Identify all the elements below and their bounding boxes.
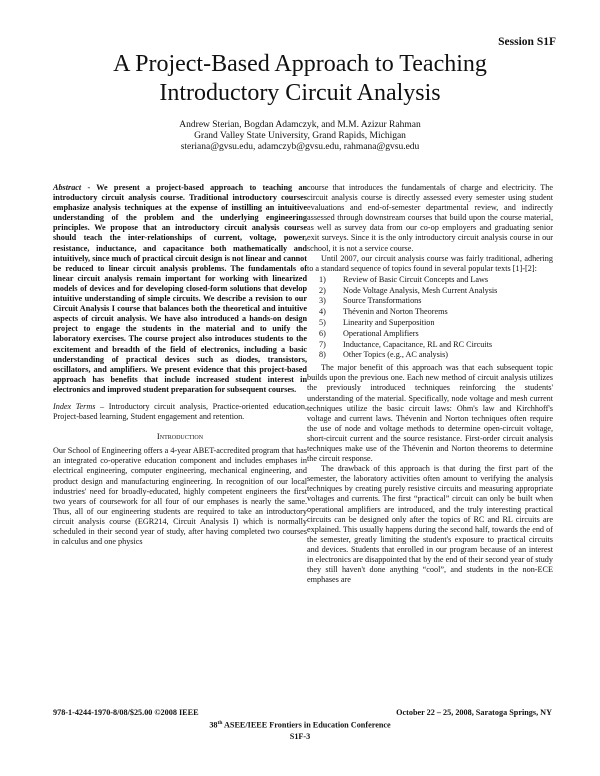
session-label: Session S1F xyxy=(498,36,556,48)
topic-list xyxy=(307,275,553,361)
author-block xyxy=(0,120,600,153)
abstract-label: Abstract xyxy=(53,183,82,192)
right-paragraph-4: The drawback of this approach is that during the first part of the semester, the laboratory activities often amount to verifying the analysis techniques by creating purely resistive circuits and measuring appropriate voltages and currents. The first “practical” circuit can only be built when operational amplifiers are introduced, and the truly interesting practical circuits can be designed only after the topics of RC and RL circuits are explained. This usually happens during the second half, towards the end of the semester, greatly limiting the student's exposure to practical circuits and devices. Students that enrolled in our program because of an interest in electronics are disappointed that by the end of their second year of study they still haven't done anything “cool”, and students in the non-ECE emphases are xyxy=(307,464,553,585)
abstract-text: - We present a project-based approach to teaching an introductory circuit analysis course. Traditional introductory courses emphasize analysis techniques at the expense of instilling an intuitive understanding of the problem and the underlying engineering principles. We propose that an introductory circuit analysis course should teach the inter-relationships of current, voltage, power, resistance, inductance, and capacitance both mathematically and intuitively, since much of practical circuit design is not linear and cannot be reduced to linear circuit analysis problems. The fundamentals of linear circuit analysis remain important for working with linearized models of devices and for developing closed-form solutions that develop intuitive understanding of simple circuits. We describe a revision to our Circuit Analysis I course that balances both the theoretical and intuitive aspects of circuit analysis. We have also introduced a hands-on design project to engage the students in the material and to unify the laboratory exercises. The course project also introduces students to the excitement and breadth of the field of electronics, including a basic understanding of practical devices such as diodes, transistors, oscillators, and amplifiers. We present evidence that this project-based approach has benefits that include increased student interest in electronics and improved student preparation for subsequent courses. xyxy=(53,183,307,394)
author-names: Andrew Sterian, Bogdan Adamczyk, and M.M. Azizur Rahman xyxy=(179,120,421,130)
intro-heading: Introduction xyxy=(156,431,204,442)
index-terms-label: Index Terms xyxy=(53,401,96,411)
right-paragraph-2: Until 2007, our circuit analysis course was fairly traditional, adhering to a standard sequence of topics found in several popular texts [1]-[2]: xyxy=(307,253,553,273)
topic-item: 1) Review of Basic Circuit Concepts and Laws xyxy=(319,274,489,284)
right-paragraph-3: The major benefit of this approach was that each subsequent topic builds upon the previous one. Each new method of circuit analysis utilizes the previously introduced techniques reinforcing the students' understanding of the material. Specifically, node voltage and mesh current techniques utilize the basic circuit laws: Ohm's law and Kirchhoff's voltage and current laws. Thévenin and Norton techniques often require the use of node and voltage methods to determine open-circuit voltage, short-circuit current and the source resistance. First-order circuit analysis techniques make use of the Thévenin and Norton theorems to determine the circuit response. xyxy=(307,363,553,464)
footer-isbn: 978-1-4244-1970-8/08/$25.00 ©2008 IEEE xyxy=(53,708,199,717)
topic-item: 3) Source Transformations xyxy=(319,296,422,306)
topic-item: 2) Node Voltage Analysis, Mesh Current Analysis xyxy=(319,285,498,295)
author-emails: steriana@gvsu.edu, adamczyb@gvsu.edu, rahmana@gvsu.edu xyxy=(180,142,420,152)
title-line-1: A Project-Based Approach to Teaching xyxy=(113,51,487,77)
footer-conference: 38th ASEE/IEEE Frontiers in Education Conference xyxy=(209,720,391,730)
topic-item: 7) Inductance, Capacitance, RL and RC Circuits xyxy=(319,339,493,349)
topic-item: 5) Linearity and Superposition xyxy=(319,318,435,328)
topic-item: 8) Other Topics (e.g., AC analysis) xyxy=(319,350,449,360)
title-line-2: Introductory Circuit Analysis xyxy=(159,80,441,106)
right-column xyxy=(307,183,553,585)
index-terms xyxy=(53,402,307,422)
left-column xyxy=(53,183,307,547)
paper-title xyxy=(0,50,600,108)
intro-paragraph: Our School of Engineering offers a 4-year ABET-accredited program that has an integrated co-operative education component and includes emphases in electrical engineering, computer engineering, mechanical engineering, and product design and manufacturing engineering. In recognition of our local industries' need for broadly-educated, highly competent engineers the first two years of coursework for all four of our emphases is nearly the same. Thus, all of our engineering students are required to take an introductory circuit analysis course (EGR214, Circuit Analysis I) which is normally scheduled in their second year of study, after having completed two courses in calculus and one physics xyxy=(53,446,307,547)
author-affiliation: Grand Valley State University, Grand Rapids, Michigan xyxy=(194,131,406,141)
index-terms-text: – Introductory circuit analysis, Practice-oriented education, Project-based learning, Student engagement and retention. xyxy=(53,401,307,422)
right-paragraph-1: course that introduces the fundamentals of charge and electricity. The circuit analysis course is directly assessed every semester using student evaluations and end-of-semester departmental review, and indirectly assessed through downstream courses that build upon the course material, as well as survey data from our co-op employers and graduating senior exit surveys. Since it is the only introductory circuit analysis course in our school, it is not a service course. xyxy=(307,183,553,253)
topic-item: 6) Operational Amplifiers xyxy=(319,328,419,338)
footer-date: October 22 – 25, 2008, Saratoga Springs, NY xyxy=(396,708,552,717)
footer-page-number: S1F-3 xyxy=(289,732,311,741)
topic-item: 4) Thévenin and Norton Theorems xyxy=(319,307,448,317)
abstract xyxy=(53,183,307,395)
